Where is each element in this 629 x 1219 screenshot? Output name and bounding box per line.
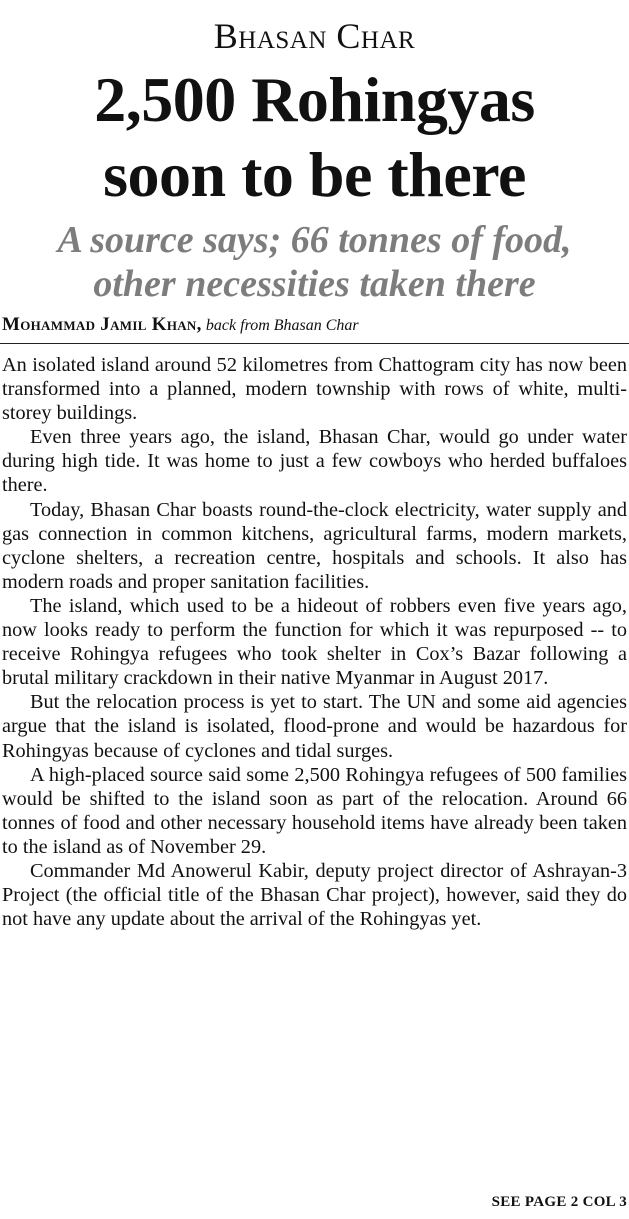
subheadline (0, 218, 629, 306)
headline-line-2: soon to be there (103, 139, 526, 210)
headline-line-1: 2,500 Rohingyas (94, 64, 535, 135)
byline (0, 314, 629, 344)
continued-on-page-link[interactable]: SEE PAGE 2 COL 3 (491, 1194, 627, 1210)
subheadline-line-1: A source says; 66 tonnes of food, (57, 219, 572, 261)
body-paragraph: But the relocation process is yet to start. The UN and some aid agencies argue that the island is isolated, flood-prone and would be hazardous for Rohingyas because of cyclones and tidal surges. (2, 691, 627, 762)
subheadline-line-2: other necessities taken there (93, 263, 536, 305)
article-body (0, 344, 629, 931)
body-paragraph: Today, Bhasan Char boasts round-the-clock electricity, water supply and gas connection in common kitchens, agricultural farms, modern markets, cyclone shelters, a recreation centre, hospitals and schools. It also has modern roads and proper sanitation facilities. (2, 498, 627, 593)
byline-dateline: back from Bhasan Char (205, 317, 359, 334)
body-paragraph: Commander Md Anowerul Kabir, deputy project director of Ashrayan-3 Project (the official title of the Bhasan Char project), however, said they do not have any update about the arrival of the Rohingyas yet. (2, 859, 627, 931)
kicker: Bhasan Char (213, 16, 416, 56)
byline-author: Mohammad Jamil Khan, (2, 314, 202, 335)
body-paragraph: Even three years ago, the island, Bhasan Char, would go under water during high tide. It was home to just a few cowboys who herded buffaloes there. (2, 426, 627, 497)
body-paragraph: A high-placed source said some 2,500 Rohingya refugees of 500 families would be shifted to the island soon as part of the relocation. Around 66 tonnes of food and other necessary household items have already been taken to the island as of November 29. (2, 763, 627, 858)
body-paragraph: An isolated island around 52 kilometres from Chattogram city has now been transformed into a planned, modern township with rows of white, multi-storey buildings. (2, 354, 627, 425)
headline (0, 62, 629, 212)
body-paragraph: The island, which used to be a hideout of robbers even five years ago, now looks ready to perform the function for which it was repurposed -- to receive Rohingya refugees who took shelter in Cox’s Bazar following a brutal military crackdown in their native Myanmar in August 2017. (2, 594, 627, 690)
